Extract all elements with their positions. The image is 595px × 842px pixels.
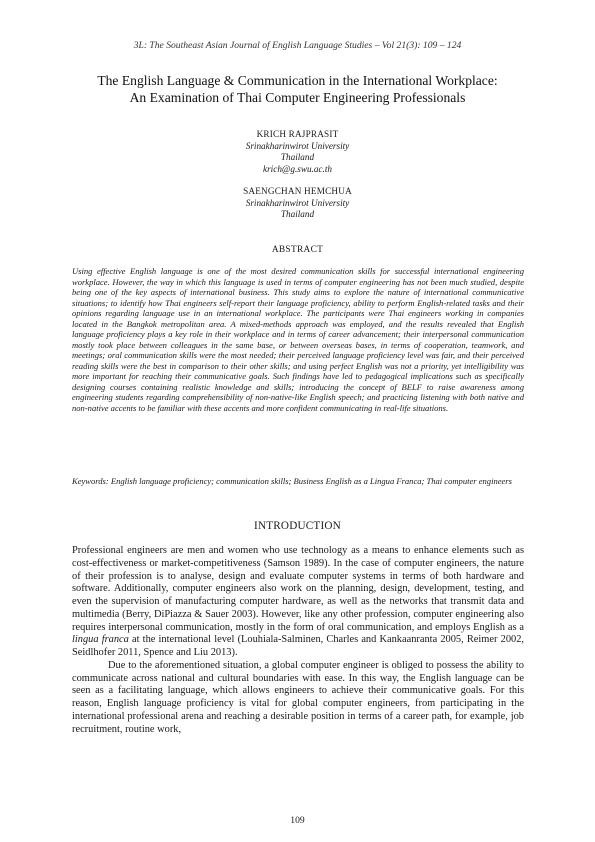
lingua-franca-term: lingua franca xyxy=(72,634,129,646)
author-country: Thailand xyxy=(280,152,315,162)
author-affiliation: Srinakharinwirot University xyxy=(245,197,350,208)
author-block-2 xyxy=(0,186,595,221)
paragraph-1-text-a: Professional engineers are men and women who use technology as a means to enhance elements such as cost-effectiveness or market-competitiveness (Samson 1989). In the case of computer engineers, the nature of their profession is to analyse, design and evaluate computer systems in terms of both hardware and software. Additionally, computer engineers also work on the planning, design, development, testing, and even the supervision of manufacturing computer hardware, as well as the networks that transmit data and multimedia (Berry, DiPiazza & Sauer 2003). However, like any other profession, computer engineering also requires interpersonal communication, mostly in the form of oral communication, and employs English as a xyxy=(72,545,524,633)
introduction-heading: INTRODUCTION xyxy=(254,520,341,532)
running-head: 3L: The Southeast Asian Journal of English Language Studies – Vol 21(3): 109 – 124 xyxy=(133,40,462,51)
abstract-text: Using effective English language is one of the most desired communication skills for successful international engineering workplace. However, the way in which this language is used in terms of computer engineering has not been much studied, despite being one of the key aspects of international business. This study aims to explore the nature of international communicative situations; to identify how Thai engineers self-report their language proficiency, ability to perform English-related tasks and their opinions regarding language use in an international workplace. The participants were Thai engineers working in companies located in the Bangkok metropolitan area. A mixed-methods approach was employed, and the results revealed that English language proficiency plays a key role in their workplace and in terms of career advancement; their interpersonal communication mostly took place between colleagues in the same base, or between overseas bases, in terms of cooperation, teamwork, and meetings; oral communication skills were the most needed; their perceived language proficiency level was fair, and their perceived reading skills were the best in comparison to their other skills; and using perfect English was not a priority, yet intelligibility was more important for reaching their communicative goals. Such findings have led to pedagogical implications such as specifically designing courses containing realistic knowledge and skills; introducing the concept of BELF to raise awareness among engineering students regarding comprehensibility of non-native-like English speech; and practicing listening with both native and non-native accents to be familiar with these accents and more confident communicating in real-life situations. xyxy=(72,266,524,413)
paragraph-2: Due to the aforementioned situation, a global computer engineer is obliged to possess the ability to communicate across national and cultural boundaries with ease. In this way, the English language can be seen as a facilitating language, which allows engineers to achieve their communicative goals. For this reason, English language proficiency is vital for global computer engineers, from participating in the international professional arena and reaching a desirable position in terms of a career path, for example, job recruitment, routine work, xyxy=(72,659,524,735)
page-number: 109 xyxy=(290,815,305,826)
paragraph-1-text-b: at the international level (Louhiala-Salminen, Charles and Kankaanranta 2005, Reimer 2002, Seidlhofer 2011, Spence and Liu 2013). xyxy=(72,634,525,658)
author-name: SAENGCHAN HEMCHUA xyxy=(243,186,352,196)
body-text xyxy=(72,545,524,736)
abstract-heading: ABSTRACT xyxy=(271,245,324,255)
title-line-2: An Examination of Thai Computer Engineering Professionals xyxy=(129,90,466,105)
author-email[interactable]: krich@g.swu.ac.th xyxy=(263,163,332,174)
keywords: Keywords: English language proficiency; communication skills; Business English as a Lingua Franca; Thai computer engineers xyxy=(72,476,512,486)
author-name: KRICH RAJPRASIT xyxy=(256,129,339,139)
author-country: Thailand xyxy=(280,209,315,219)
paragraph-1 xyxy=(72,545,524,660)
author-affiliation: Srinakharinwirot University xyxy=(245,140,350,151)
article-title xyxy=(60,72,535,106)
author-block-1 xyxy=(0,129,595,175)
title-line-1: The English Language & Communication in the International Workplace: xyxy=(97,73,498,88)
